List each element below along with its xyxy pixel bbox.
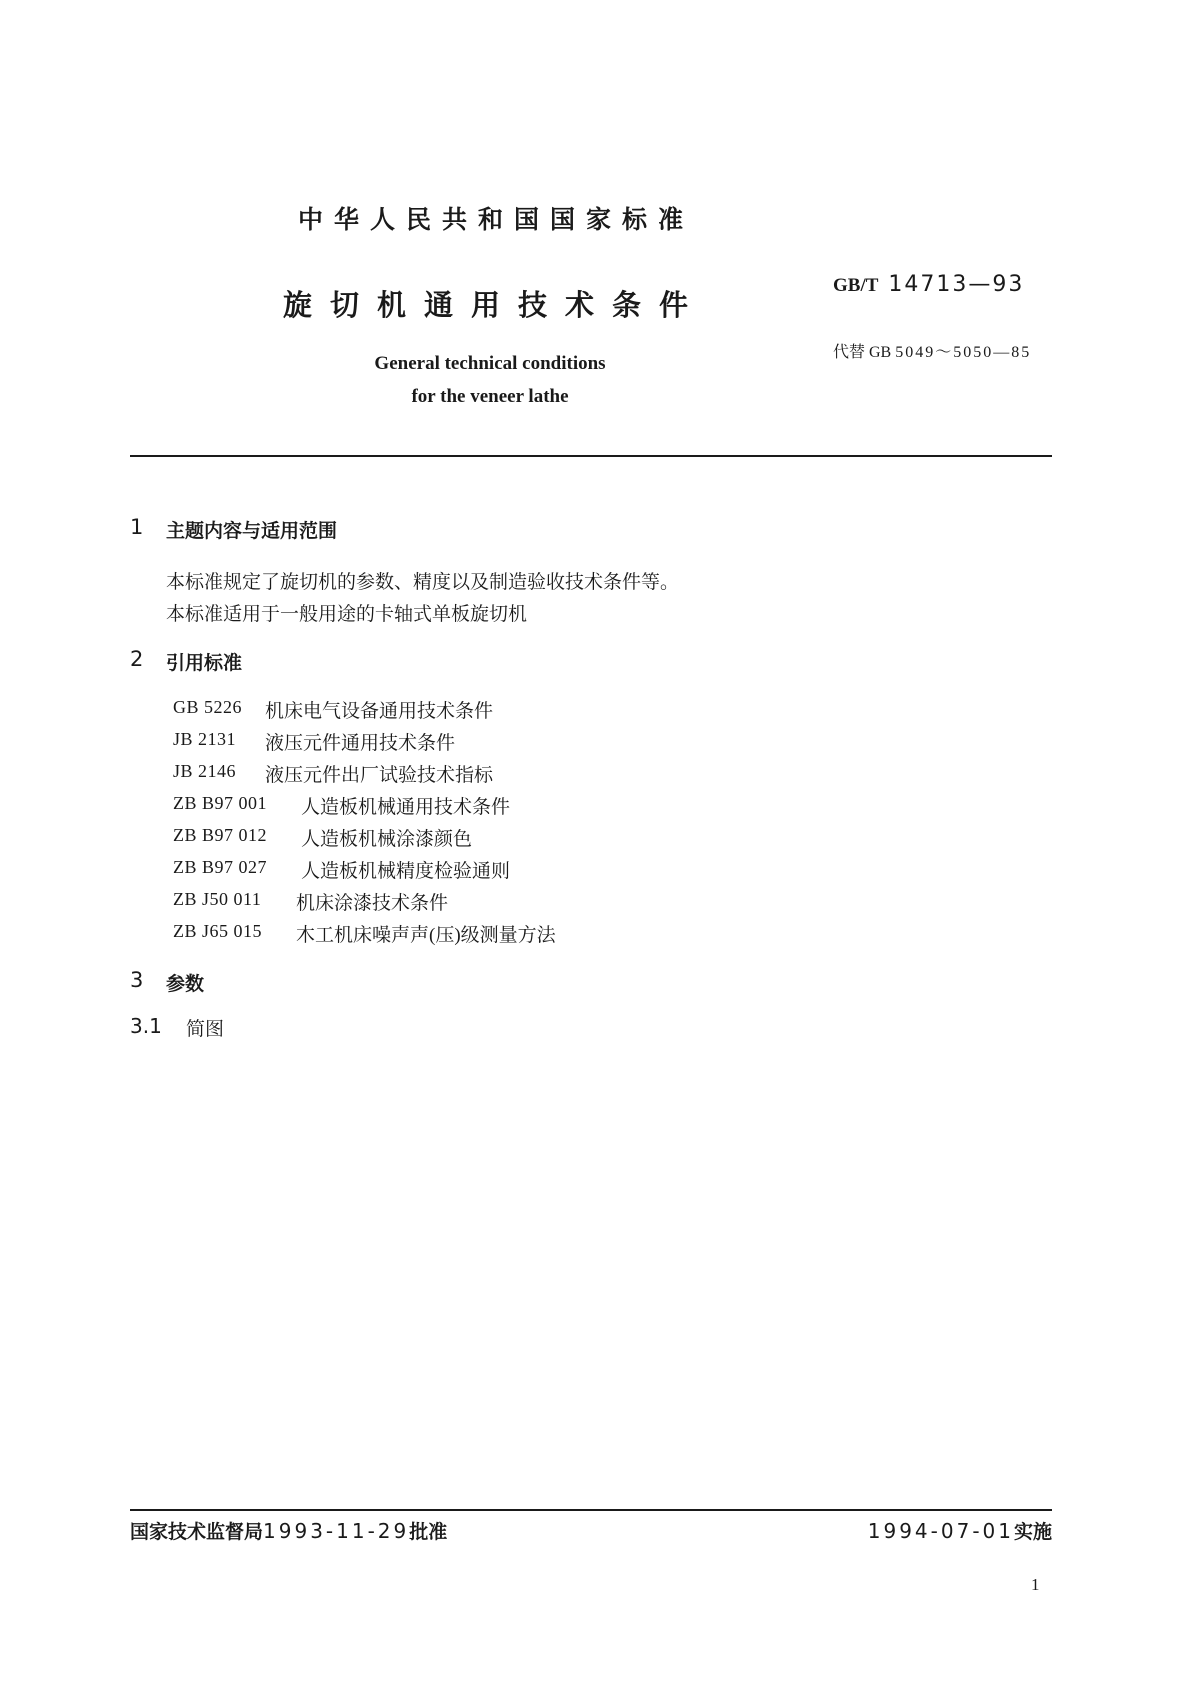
document-title-english [330,347,650,413]
standard-number [833,272,1024,297]
header-divider [130,455,1052,457]
section-1-number: 1 [130,515,144,539]
approval-date: 1993-11-29 [263,1519,410,1543]
section-3-1-title: 简图 [186,1019,225,1040]
ref-title: 木工机床噪声声(压)级测量方法 [296,925,556,946]
page-number: 1 [1031,1575,1040,1594]
header-organization: 中华人民共和国国家标准 [298,205,695,234]
replaces-note [833,339,1031,362]
standard-prefix: GB/T [833,275,879,296]
ref-code: ZB B97 012 [173,825,268,845]
ref-title: 机床涂漆技术条件 [296,893,449,914]
effective-date: 1994-07-01 [867,1519,1014,1543]
section-3-title: 参数 [166,973,205,995]
ref-code: ZB B97 027 [173,857,268,877]
effective-suffix: 实施 [1013,1521,1052,1543]
footer-divider [130,1509,1052,1511]
ref-code: GB 5226 [173,697,243,717]
effective-line [868,1517,1052,1544]
standard-code: 14713—93 [888,272,1025,297]
ref-title: 人造板机械涂漆颜色 [301,829,473,850]
ref-title: 液压元件出厂试验技术指标 [265,765,494,786]
ref-code: ZB J65 015 [173,921,263,941]
ref-title: 机床电气设备通用技术条件 [265,701,494,722]
section-2-title: 引用标准 [166,652,243,674]
title-english-line-1: General technical conditions [374,353,606,374]
approval-organization: 国家技术监督局 [130,1521,264,1543]
ref-code: ZB J50 011 [173,889,262,909]
ref-title: 人造板机械精度检验通则 [301,861,511,882]
replaces-code: 5049～5050—85 [895,344,1032,361]
section-1-paragraph-2: 本标准适用于一般用途的卡轴式单板旋切机 [166,604,528,625]
ref-code: JB 2146 [173,761,237,781]
approval-line [130,1517,447,1544]
ref-title: 人造板机械通用技术条件 [301,797,511,818]
title-english-line-2: for the veneer lathe [411,386,569,407]
ref-code: ZB B97 001 [173,793,268,813]
section-3-1-number: 3.1 [130,1014,162,1038]
document-title-chinese: 旋切机通用技术条件 [283,288,707,322]
section-2-number: 2 [130,647,144,671]
section-3-number: 3 [130,968,144,992]
ref-title: 液压元件通用技术条件 [265,733,456,754]
replaces-prefix: 代替 GB [833,344,892,361]
section-1-title: 主题内容与适用范围 [166,520,338,542]
approval-suffix: 批准 [409,1521,448,1543]
section-1-paragraph-1: 本标准规定了旋切机的参数、精度以及制造验收技术条件等。 [166,572,680,593]
ref-code: JB 2131 [173,729,237,749]
